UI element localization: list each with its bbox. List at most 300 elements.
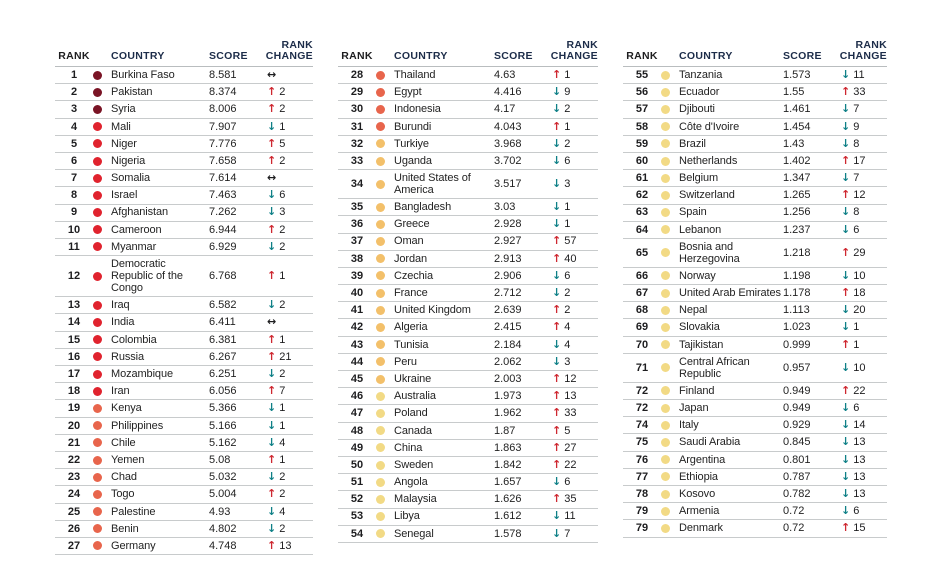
rank-value: 60	[635, 154, 649, 167]
country-name: Ukraine	[394, 372, 432, 385]
dot-cell	[376, 237, 394, 246]
score-value: 7.614	[209, 172, 237, 185]
country-name: Central African Republic	[679, 355, 750, 380]
rank-value: 74	[635, 419, 649, 432]
rank-change-cell	[263, 437, 313, 449]
rank-value: 33	[350, 154, 364, 167]
rank-up-icon: ↑	[552, 234, 562, 248]
table-row	[338, 319, 598, 336]
severity-dot-icon	[661, 191, 670, 200]
rank-change-value: 22	[564, 458, 577, 471]
score-value: 1.973	[494, 390, 522, 403]
dot-cell	[661, 472, 679, 481]
country-name: Switzerland	[679, 189, 735, 202]
dot-cell	[661, 507, 679, 516]
rank-change-value: 27	[564, 441, 577, 454]
table-row	[623, 452, 887, 469]
rank-change-cell	[263, 488, 313, 500]
country-name: Uganda	[394, 154, 432, 167]
country-name: Afghanistan	[111, 206, 168, 219]
score-value: 2.927	[494, 235, 522, 248]
severity-dot-icon	[93, 387, 102, 396]
score-value: 1.578	[494, 527, 522, 540]
score-value: 7.658	[209, 154, 237, 167]
table-row	[338, 423, 598, 440]
severity-dot-icon	[376, 340, 385, 349]
rank-change-cell	[548, 253, 598, 265]
rank-up-icon: ↑	[552, 440, 562, 454]
severity-dot-icon	[661, 363, 670, 372]
rank-change-cell	[263, 454, 313, 466]
rank-down-icon: ↓	[841, 452, 851, 466]
rank-change-cell	[548, 235, 598, 247]
country-name: Philippines	[111, 419, 164, 432]
country-name: Mali	[111, 120, 131, 133]
dot-cell	[376, 495, 394, 504]
severity-dot-icon	[661, 340, 670, 349]
rank-change-value: 2	[564, 287, 571, 300]
severity-dot-icon	[376, 478, 385, 487]
dot-cell	[93, 301, 111, 310]
severity-dot-icon	[93, 318, 102, 327]
severity-dot-icon	[93, 174, 102, 183]
score-value: 3.517	[494, 178, 522, 191]
rank-value: 62	[635, 189, 649, 202]
country-name: Armenia	[679, 505, 720, 518]
table-row	[55, 153, 313, 170]
rank-change-value: 1	[279, 453, 286, 466]
severity-dot-icon	[661, 455, 670, 464]
severity-dot-icon	[376, 461, 385, 470]
rank-down-icon: ↓	[841, 400, 851, 414]
score-value: 6.768	[209, 270, 237, 283]
dot-cell	[661, 306, 679, 315]
rank-down-icon: ↓	[552, 200, 562, 214]
severity-dot-icon	[93, 242, 102, 251]
score-value: 4.93	[209, 505, 231, 518]
score-value: 1.402	[783, 154, 811, 167]
table-row	[55, 187, 313, 204]
rank-change-cell	[263, 385, 313, 397]
table-row	[338, 526, 598, 543]
rank-value: 42	[350, 321, 364, 334]
rank-down-icon: ↓	[841, 418, 851, 432]
severity-dot-icon	[93, 157, 102, 166]
country-name: Mozambique	[111, 368, 173, 380]
dot-cell	[93, 335, 111, 344]
severity-dot-icon	[93, 456, 102, 465]
rank-change-value: 1	[564, 201, 571, 214]
country-name: Cameroon	[111, 223, 162, 236]
score-value: 0.949	[783, 384, 811, 397]
severity-dot-icon	[376, 237, 385, 246]
rank-value: 46	[350, 390, 364, 403]
rank-down-icon: ↓	[841, 119, 851, 133]
table-row	[623, 383, 887, 400]
table-row	[55, 101, 313, 118]
rank-column-header: RANK	[341, 50, 373, 62]
rank-change-cell	[548, 425, 598, 437]
score-value: 0.782	[783, 487, 811, 500]
country-column-header: COUNTRY	[394, 50, 448, 62]
dot-cell	[93, 71, 111, 80]
rank-down-icon: ↓	[267, 205, 277, 219]
dot-cell	[93, 191, 111, 200]
score-value: 8.581	[209, 68, 237, 81]
table-body	[623, 67, 887, 538]
rank-down-icon: ↓	[841, 136, 851, 150]
severity-dot-icon	[93, 301, 102, 310]
score-column-header: SCORE	[494, 50, 533, 62]
severity-dot-icon	[661, 71, 670, 80]
dot-cell	[93, 272, 111, 281]
rank-up-icon: ↑	[267, 136, 277, 150]
table-row	[55, 469, 313, 486]
rank-change-value: 1	[279, 333, 286, 346]
dot-cell	[661, 71, 679, 80]
table-header	[55, 40, 313, 67]
dot-cell	[661, 455, 679, 464]
dot-cell	[376, 105, 394, 114]
score-value: 1.347	[783, 172, 811, 185]
rank-change-cell	[548, 339, 598, 351]
severity-dot-icon	[93, 404, 102, 413]
table-body	[55, 67, 313, 555]
rank-up-icon: ↑	[267, 222, 277, 236]
rank-column-header: RANK	[626, 50, 658, 62]
rank-change-cell	[837, 189, 887, 201]
score-value: 3.968	[494, 137, 522, 150]
score-value: 1.842	[494, 458, 522, 471]
rank-up-icon: ↑	[841, 337, 851, 351]
rank-change-value: 2	[279, 368, 286, 380]
rank-down-icon: ↓	[552, 85, 562, 99]
score-value: 1.626	[494, 493, 522, 506]
dot-cell	[93, 139, 111, 148]
rank-change-cell	[263, 121, 313, 133]
severity-dot-icon	[376, 512, 385, 521]
rank-value: 61	[635, 172, 649, 185]
score-value: 1.43	[783, 137, 805, 150]
rank-value: 53	[350, 510, 364, 523]
table-row	[338, 337, 598, 354]
rank-down-icon: ↓	[552, 354, 562, 368]
table-row	[338, 457, 598, 474]
severity-dot-icon	[376, 443, 385, 452]
country-name: Bosnia and Herzegovina	[679, 240, 740, 265]
country-name: Japan	[679, 401, 709, 414]
rank-down-icon: ↓	[267, 119, 277, 133]
rank-change-cell	[837, 270, 887, 282]
table-header	[338, 40, 598, 67]
table-row	[55, 332, 313, 349]
score-value: 0.72	[783, 505, 805, 518]
score-value: 5.08	[209, 453, 231, 466]
score-value: 5.166	[209, 419, 237, 432]
rank-value: 54	[350, 527, 364, 540]
severity-dot-icon	[661, 225, 670, 234]
rank-table-28-54	[338, 40, 598, 555]
table-row	[623, 434, 887, 451]
rank-value: 39	[350, 269, 364, 282]
country-name: Djibouti	[679, 103, 715, 116]
score-value: 8.374	[209, 86, 237, 99]
dot-cell	[661, 191, 679, 200]
table-row	[338, 216, 598, 233]
rank-change-value: 14	[853, 419, 866, 432]
rank-value: 12	[67, 270, 81, 283]
rank-down-icon: ↓	[552, 475, 562, 489]
severity-dot-icon	[376, 495, 385, 504]
score-value: 8.006	[209, 103, 237, 116]
table-row	[55, 538, 313, 555]
rank-column-header: RANK	[58, 50, 90, 62]
rank-change-value: 1	[564, 120, 571, 133]
score-value: 1.87	[494, 424, 516, 437]
dot-cell	[93, 157, 111, 166]
dot-cell	[93, 352, 111, 361]
rank-down-icon: ↓	[267, 418, 277, 432]
table-row	[338, 268, 598, 285]
score-value: 6.929	[209, 240, 237, 253]
country-name: Kenya	[111, 402, 142, 415]
rank-down-icon: ↓	[552, 102, 562, 116]
dot-cell	[376, 157, 394, 166]
rank-down-icon: ↓	[841, 171, 851, 185]
score-value: 4.748	[209, 539, 237, 552]
rank-change-value: 12	[564, 372, 577, 385]
country-name: Nepal	[679, 304, 708, 317]
score-value: 2.415	[494, 321, 522, 334]
score-value: 1.198	[783, 269, 811, 282]
rank-value: 76	[635, 453, 649, 466]
rank-up-icon: ↑	[841, 153, 851, 167]
country-name: Finland	[679, 384, 715, 397]
severity-dot-icon	[93, 122, 102, 131]
severity-dot-icon	[93, 105, 102, 114]
rank-change-cell	[837, 103, 887, 115]
rank-change-cell	[263, 189, 313, 201]
rank-up-icon: ↑	[552, 119, 562, 133]
severity-dot-icon	[376, 375, 385, 384]
rank-change-cell	[263, 523, 313, 535]
rank-value: 65	[635, 246, 649, 259]
severity-dot-icon	[376, 71, 385, 80]
rank-change-value: 15	[853, 522, 866, 535]
rank-change-cell	[548, 493, 598, 505]
dot-cell	[376, 254, 394, 263]
rank-value: 58	[635, 120, 649, 133]
dot-cell	[376, 203, 394, 212]
rank-value: 44	[350, 355, 364, 368]
dot-cell	[376, 426, 394, 435]
rank-down-icon: ↓	[841, 303, 851, 317]
rank-down-icon: ↓	[267, 298, 277, 312]
table-row	[623, 354, 887, 383]
rank-change-cell	[263, 334, 313, 346]
severity-dot-icon	[661, 271, 670, 280]
rank-down-icon: ↓	[841, 435, 851, 449]
score-value: 2.184	[494, 338, 522, 351]
rank-value: 27	[67, 539, 81, 552]
rank-change-cell	[263, 172, 313, 184]
rank-value: 21	[67, 436, 81, 449]
country-name: Australia	[394, 390, 436, 403]
rank-change-cell	[263, 86, 313, 98]
score-value: 6.056	[209, 385, 237, 398]
rank-change-value: 11	[564, 510, 576, 523]
rank-change-value: 2	[279, 154, 286, 167]
dot-cell	[93, 473, 111, 482]
table-row	[55, 205, 313, 222]
rank-change-value: 7	[853, 103, 860, 116]
table-row	[623, 520, 887, 537]
dot-cell	[376, 375, 394, 384]
dot-cell	[661, 386, 679, 395]
table-row	[55, 256, 313, 297]
dot-cell	[661, 363, 679, 372]
rank-value: 48	[350, 424, 364, 437]
dot-cell	[93, 490, 111, 499]
severity-dot-icon	[376, 254, 385, 263]
rank-change-value: 40	[564, 252, 577, 265]
score-value: 6.381	[209, 333, 237, 346]
rank-change-value: 10	[853, 361, 866, 374]
rank-value: 43	[350, 338, 364, 351]
severity-dot-icon	[376, 529, 385, 538]
country-name: Tunisia	[394, 338, 429, 351]
rank-up-icon: ↑	[552, 492, 562, 506]
country-name: Malaysia	[394, 493, 437, 506]
country-name: Ecuador	[679, 86, 720, 99]
dot-cell	[93, 507, 111, 516]
rank-value: 72	[635, 384, 649, 397]
table-row	[55, 383, 313, 400]
rank-value: 47	[350, 407, 364, 420]
rank-change-cell	[837, 206, 887, 218]
rank-value: 2	[70, 86, 78, 99]
rank-value: 59	[635, 137, 649, 150]
score-value: 1.612	[494, 510, 522, 523]
country-name: Tajikistan	[679, 338, 724, 351]
rank-change-cell	[548, 390, 598, 402]
country-name: Burkina Faso	[111, 68, 175, 81]
rank-change-value: 6	[564, 154, 571, 167]
rank-down-icon: ↓	[841, 102, 851, 116]
severity-dot-icon	[376, 392, 385, 401]
dot-cell	[93, 421, 111, 430]
table-row	[55, 136, 313, 153]
score-value: 6.582	[209, 299, 237, 312]
rank-up-icon: ↑	[841, 521, 851, 535]
dot-cell	[661, 524, 679, 533]
rank-change-cell	[837, 402, 887, 414]
severity-dot-icon	[376, 139, 385, 148]
table-row	[623, 285, 887, 302]
rank-change-cell	[837, 138, 887, 150]
score-value: 3.702	[494, 154, 522, 167]
table-header	[623, 40, 887, 67]
severity-dot-icon	[376, 289, 385, 298]
score-value: 1.573	[783, 68, 811, 81]
rank-up-icon: ↑	[552, 320, 562, 334]
dot-cell	[661, 340, 679, 349]
table-row	[55, 67, 313, 84]
rank-up-icon: ↑	[841, 188, 851, 202]
table-row	[623, 486, 887, 503]
table-row	[55, 84, 313, 101]
country-name: Algeria	[394, 321, 428, 334]
country-name: Somalia	[111, 172, 151, 185]
severity-dot-icon	[93, 370, 102, 379]
rank-value: 69	[635, 321, 649, 334]
rank-up-icon: ↑	[552, 371, 562, 385]
rank-change-value: 33	[853, 86, 866, 99]
rank-change-value: 2	[564, 103, 571, 116]
rank-change-value: 18	[853, 287, 866, 300]
rank-change-value: 20	[853, 304, 866, 317]
rank-value: 28	[350, 68, 364, 81]
rank-change-value: 12	[853, 189, 866, 202]
rank-change-value: 6	[853, 223, 860, 236]
rank-change-value: 2	[279, 240, 286, 253]
rank-up-icon: ↑	[267, 102, 277, 116]
score-value: 0.787	[783, 470, 811, 483]
severity-dot-icon	[93, 88, 102, 97]
severity-dot-icon	[93, 524, 102, 533]
rank-up-icon: ↑	[267, 269, 277, 283]
country-name: France	[394, 287, 428, 300]
rank-value: 3	[70, 103, 78, 116]
rank-value: 64	[635, 223, 649, 236]
score-value: 1.218	[783, 246, 811, 259]
dot-cell	[93, 370, 111, 379]
rank-value: 52	[350, 493, 364, 506]
dot-cell	[93, 387, 111, 396]
dot-cell	[661, 122, 679, 131]
dot-cell	[661, 323, 679, 332]
dot-cell	[93, 174, 111, 183]
score-value: 1.237	[783, 223, 811, 236]
rank-change-cell	[837, 304, 887, 316]
table-row	[338, 84, 598, 101]
country-name: Togo	[111, 488, 135, 501]
rank-up-icon: ↑	[267, 85, 277, 99]
table-row	[623, 119, 887, 136]
country-name: Greece	[394, 218, 430, 231]
table-row	[55, 314, 313, 331]
country-name: Iran	[111, 385, 130, 398]
rank-change-value: 5	[279, 137, 286, 150]
severity-dot-icon	[661, 306, 670, 315]
score-value: 0.957	[783, 361, 811, 374]
rank-up-icon: ↑	[552, 457, 562, 471]
rank-up-icon: ↑	[267, 349, 277, 363]
rank-down-icon: ↓	[267, 401, 277, 415]
rank-value: 25	[67, 505, 81, 518]
rank-down-icon: ↓	[552, 136, 562, 150]
table-row	[55, 452, 313, 469]
rank-down-icon: ↓	[552, 286, 562, 300]
country-name: Jordan	[394, 252, 428, 265]
score-value: 7.776	[209, 137, 237, 150]
dot-cell	[661, 208, 679, 217]
country-name: United Kingdom	[394, 304, 471, 317]
rank-up-icon: ↑	[267, 384, 277, 398]
rank-down-icon: ↓	[267, 435, 277, 449]
dot-cell	[376, 271, 394, 280]
rank-change-value: 1	[853, 338, 860, 351]
